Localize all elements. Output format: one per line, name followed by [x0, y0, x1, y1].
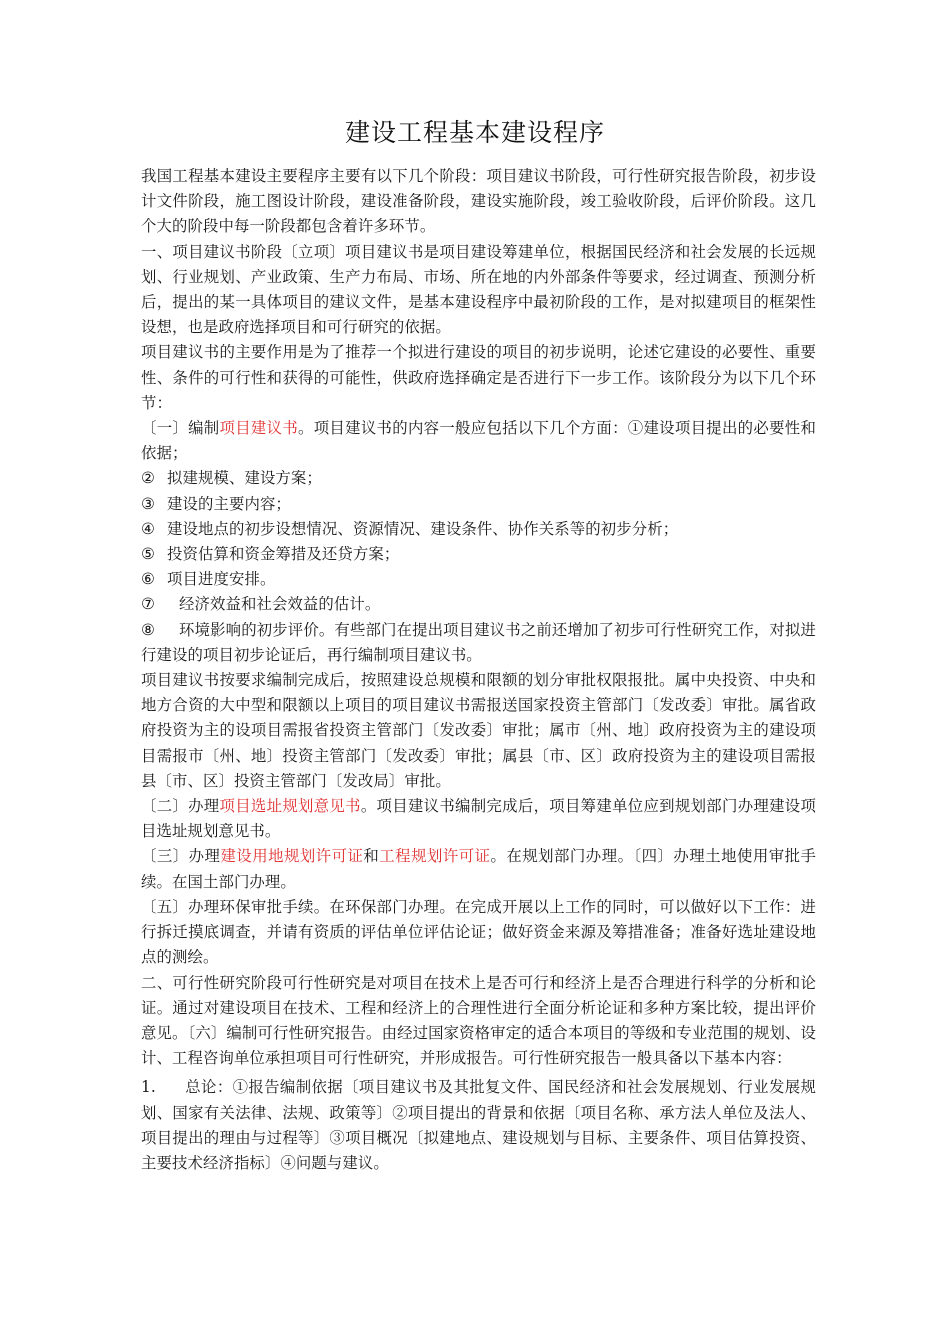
highlight-project-proposal: 项目建议书 [219, 419, 299, 438]
list-item-text: 经济效益和社会效益的估计。 [179, 595, 381, 614]
list-item [141, 592, 816, 617]
list-item-number: ⑧ [141, 620, 155, 639]
list-item [141, 466, 816, 491]
list-item-text: 拟建规模、建设方案； [167, 469, 322, 488]
list-item-number: ⑦ [141, 595, 155, 614]
step3-text: 。在规划部门办理。〔四〕办理土地使用审批手续。在国土部门办理。 [141, 847, 816, 891]
list-item-text: 投资估算和资金筹措及还贷方案； [167, 545, 400, 564]
list-item [141, 567, 816, 592]
list-item-text: 环境影响的初步评价。有些部门在提出项目建议书之前还增加了初步可行性研究工作，对拟进行建设的项目初步论证后，再行编制项目建议书。 [141, 620, 816, 664]
list-item-text: 建设的主要内容； [167, 494, 291, 513]
highlight-land-permit: 建设用地规划许可证 [220, 847, 364, 866]
list-item [141, 492, 816, 517]
stage1-paragraph: 一、项目建议书阶段〔立项〕项目建议书是项目建设筹建单位，根据国民经济和社会发展的长远规划、行业规划、产业政策、生产力布局、市场、所在地的内外部条件等要求，经过调查、预测分析后，提出的某一具体项目的建议文件，是基本建设程序中最初阶段的工作，是对拟建项目的框架性设想，也是政府选择项目和可行研究的依据。 [141, 242, 816, 337]
list-item-number: 1. [141, 1078, 156, 1097]
step1-prefix: 〔一〕编制 [141, 419, 220, 438]
step2-text: 。项目建议书编制完成后，项目筹建单位应到规划部门办理建设项目选址规划意见书。 [141, 797, 816, 841]
step1-text: 。项目建议书的内容一般应包括以下几个方面：①建设项目提出的必要性和依据； [141, 419, 816, 463]
list-item-number: ③ [141, 494, 155, 513]
step3-prefix: 〔三〕办理 [141, 847, 221, 866]
step2-prefix: 〔二〕办理 [141, 797, 220, 816]
intro-paragraph: 我国工程基本建设主要程序主要有以下几个阶段：项目建议书阶段，可行性研究报告阶段，初步设计文件阶段，施工图设计阶段，建设准备阶段，建设实施阶段，竣工验收阶段，后评价阶段。这几个大的阶段中每一阶段都包含着许多环节。 [141, 167, 816, 236]
list-item-text: 建设地点的初步设想情况、资源情况、建设条件、协作关系等的初步分析； [167, 519, 679, 538]
list-item-number: ⑥ [141, 570, 155, 589]
final-item-paragraph [141, 1075, 816, 1176]
step2-paragraph [141, 794, 816, 844]
list-item-number: ⑤ [141, 545, 155, 564]
step3-mid: 和 [363, 847, 380, 866]
step5-paragraph: 〔五〕办理环保审批手续。在环保部门办理。在完成开展以上工作的同时，可以做好以下工作：进行拆迁摸底调查，并请有资质的评估单位评估论证；做好资金来源及筹措准备；准备好选址建设地点的测绘。 [141, 897, 816, 967]
step1-paragraph [141, 416, 816, 466]
list-item-text: 总论：①报告编制依据〔项目建议书及其批复文件、国民经济和社会发展规划、行业发展规划、国家有关法律、法规、政策等〕②项目提出的背景和依据〔项目名称、承方法人单位及法人、项目提出的理由与过程等〕③项目概况〔拟建地点、建设规划与目标、主要条件、项目估算投资、主要技术经济指标〕④问题与建议。 [141, 1078, 816, 1172]
list-item-number: ② [141, 469, 155, 488]
document-body [141, 164, 816, 1176]
document-title: 建设工程基本建设程序 [344, 118, 605, 147]
step3-paragraph [141, 844, 816, 894]
stage2-paragraph: 二、可行性研究阶段可行性研究是对项目在技术上是否可行和经济上是否合理进行科学的分析和论证。通过对建设项目在技术、工程和经济上的合理性进行全面分析论证和多种方案比较，提出评价意见。〔六〕编制可行性研究报告。由经过国家资格审定的适合本项目的等级和专业范围的规划、设计、工程咨询单位承担项目可行性研究，并形成报告。可行性研究报告一般具备以下基本内容： [141, 973, 816, 1068]
purpose-paragraph: 项目建议书的主要作用是为了推荐一个拟进行建设的项目的初步说明，论述它建设的必要性、重要性、条件的可行性和获得的可能性，供政府选择确定是否进行下一步工作。该阶段分为以下几个环节： [141, 343, 816, 412]
list-item-text: 项目进度安排。 [167, 570, 276, 589]
item8-paragraph [141, 618, 816, 668]
list-item-number: ④ [141, 519, 155, 538]
list-item [141, 542, 816, 567]
highlight-engineering-permit: 工程规划许可证 [379, 847, 491, 866]
list-item [141, 517, 816, 542]
approval-paragraph: 项目建议书按要求编制完成后，按照建设总规模和限额的划分审批权限报批。属中央投资、中央和地方合资的大中型和限额以上项目的项目建议书需报送国家投资主管部门〔发改委〕审批。属省政府投资为主的设项目需报省投资主管部门〔发改委〕审批；属市〔州、地〕政府投资为主的建设项目需报市〔州、地〕投资主管部门〔发改委〕审批；属县〔市、区〕政府投资为主的建设项目需报县〔市、区〕投资主管部门〔发改局〕审批。 [141, 671, 816, 790]
highlight-site-opinion: 项目选址规划意见书 [219, 797, 361, 816]
